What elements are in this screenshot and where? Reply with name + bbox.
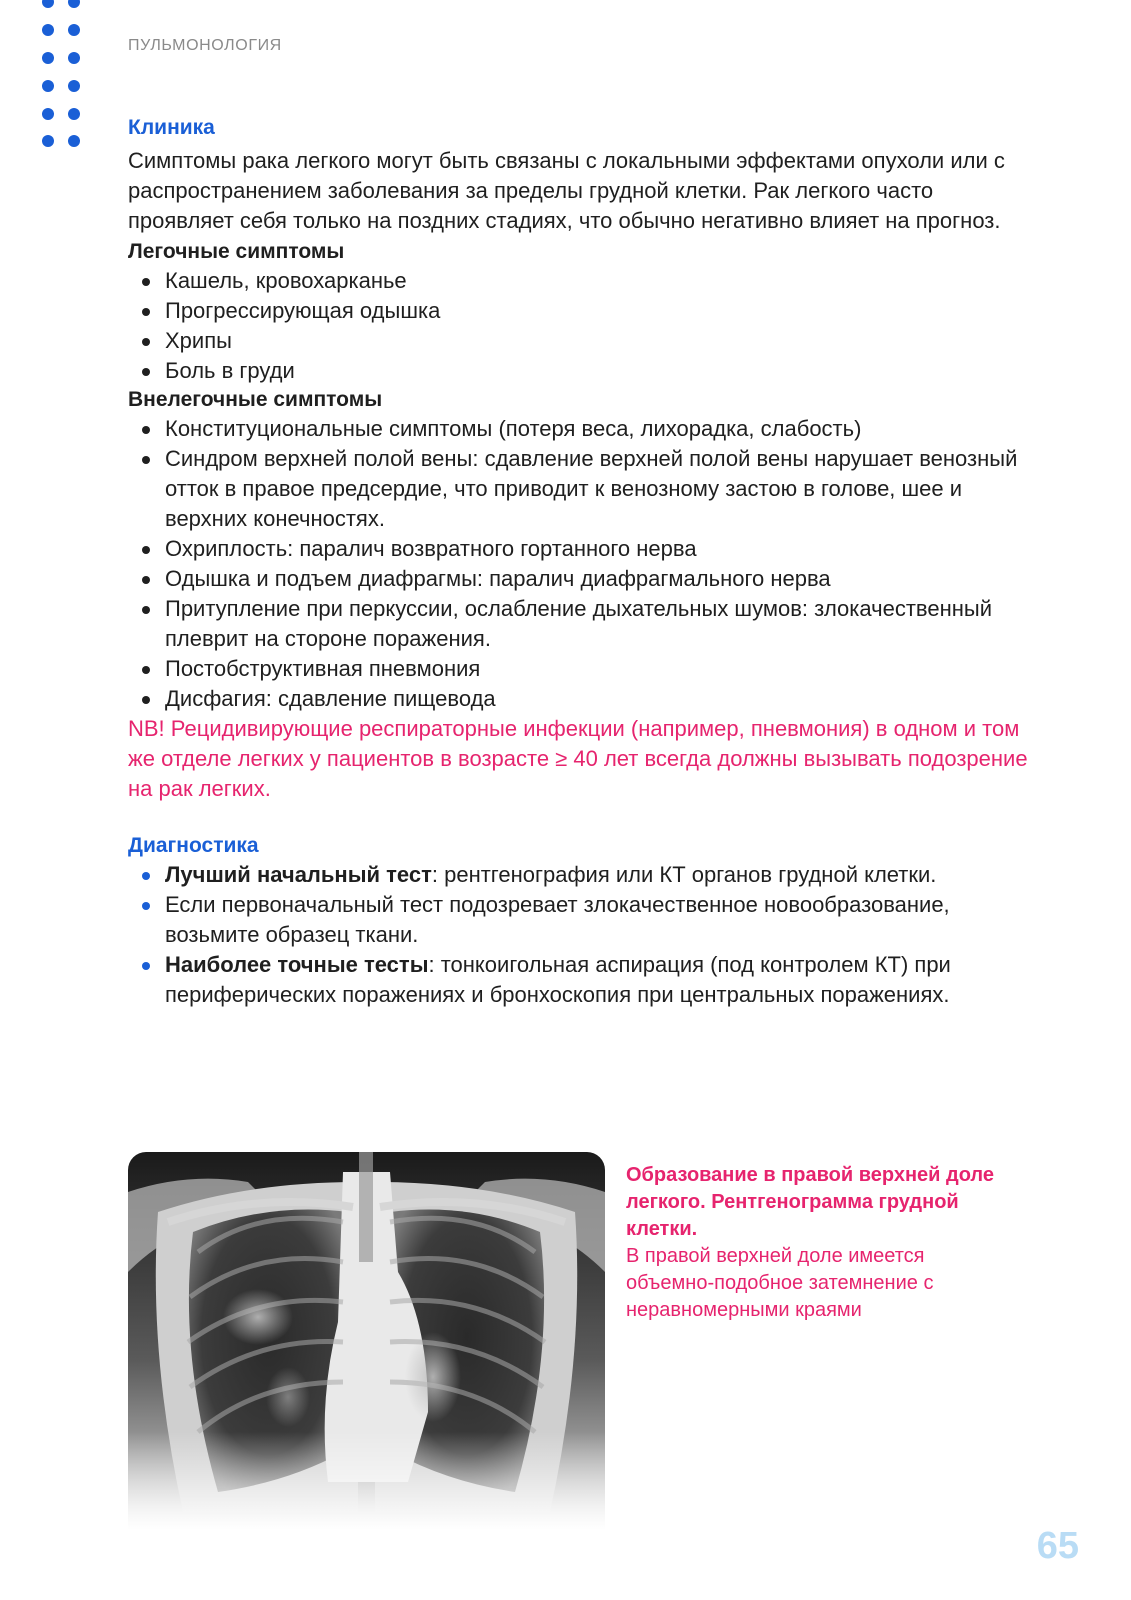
section-label: ПУЛЬМОНОЛОГИЯ: [128, 37, 282, 54]
list-item: Постобструктивная пневмония: [128, 654, 1028, 684]
diagnostics-text: Если первоначальный тест подозревает злокачественное новообразование, возьмите образец ткани.: [165, 892, 950, 947]
list-item: Охриплость: паралич возвратного гортанного нерва: [128, 534, 1028, 564]
list-item: Прогрессирующая одышка: [128, 296, 1028, 326]
page-number: 65: [1036, 1525, 1079, 1567]
diagnostics-heading: Диагностика: [128, 834, 259, 857]
nb-warning: NB! Рецидивирующие респираторные инфекции (например, пневмония) в одном и том же отделе легких у пациентов в возрасте ≥ 40 лет всегда должны вызывать подозрение на рак легких.: [128, 716, 1028, 801]
list-item: [128, 950, 1028, 1010]
pulmonary-symptoms-list: [128, 266, 1028, 386]
extrapulmonary-symptoms-heading: Внелегочные симптомы: [128, 388, 383, 411]
clinic-heading: Клиника: [128, 116, 215, 139]
list-item: Хрипы: [128, 326, 1028, 356]
diagnostics-text: : тонкоигольная аспирация (под контролем КТ) при периферических поражениях и бронхоскопия при центральных поражениях.: [165, 952, 951, 1007]
diagnostics-term: Лучший начальный тест: [165, 862, 432, 887]
diagnostics-text: : рентгенография или КТ органов грудной клетки.: [431, 862, 937, 887]
list-item: Одышка и подъем диафрагмы: паралич диафрагмального нерва: [128, 564, 1028, 594]
decorative-dot-grid: [40, 0, 90, 160]
figure-caption: [626, 1162, 1006, 1324]
list-item: [128, 860, 1028, 890]
chest-xray-image: [128, 1152, 605, 1530]
extrapulmonary-symptoms-list: [128, 414, 1028, 714]
caption-title: Образование в правой верхней доле легкого. Рентгенограмма грудной клетки.: [626, 1164, 994, 1240]
main-content: [128, 114, 1028, 1010]
list-item: Конституциональные симптомы (потеря веса, лихорадка, слабость): [128, 414, 1028, 444]
list-item: Притупление при перкуссии, ослабление дыхательных шумов: злокачественный плеврит на стороне поражения.: [128, 594, 1028, 654]
caption-text: В правой верхней доле имеется объемно-подобное затемнение с неравномерными краями: [626, 1245, 934, 1321]
pulmonary-symptoms-heading: Легочные симптомы: [128, 240, 345, 263]
list-item: [128, 890, 1028, 950]
diagnostics-term: Наиболее точные тесты: [165, 952, 429, 977]
list-item: Боль в груди: [128, 356, 1028, 386]
clinic-intro: Симптомы рака легкого могут быть связаны с локальными эффектами опухоли или с распространением заболевания за пределы грудной клетки. Рак легкого часто проявляет себя только на поздних стадиях, что обычно негативно влияет на прогноз.: [128, 148, 1005, 233]
list-item: Кашель, кровохарканье: [128, 266, 1028, 296]
list-item: Дисфагия: сдавление пищевода: [128, 684, 1028, 714]
diagnostics-list: [128, 860, 1028, 1010]
list-item: Синдром верхней полой вены: сдавление верхней полой вены нарушает венозный отток в правое предсердие, что приводит к венозному застою в голове, шее и верхних конечностях.: [128, 444, 1028, 534]
